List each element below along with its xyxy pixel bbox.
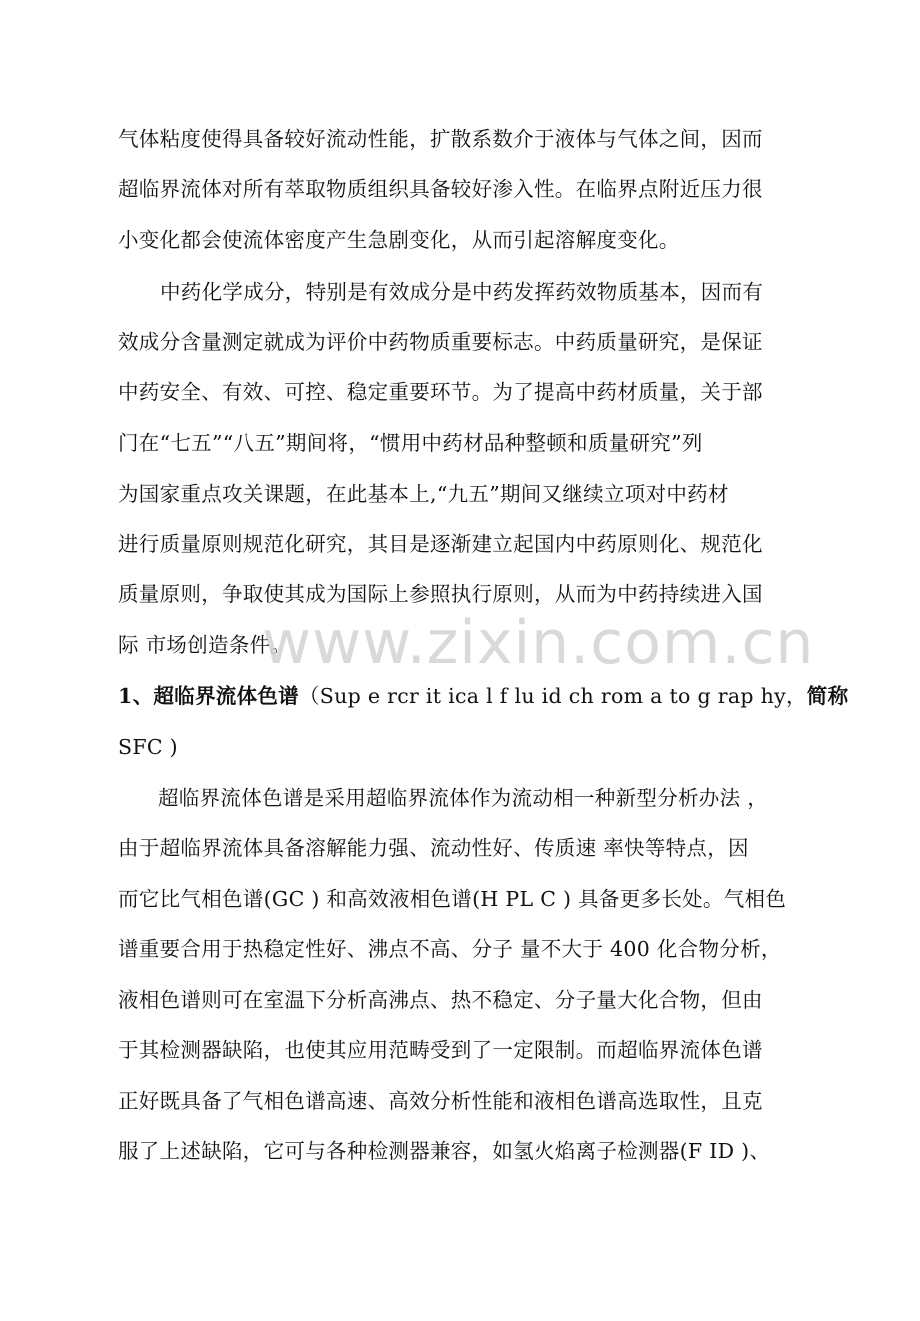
heading-abbr-label: 简称 bbox=[806, 684, 849, 708]
watermark: www.zixin.com.cn bbox=[262, 608, 815, 678]
heading-title-en: （Sup e rcr it ica l f lu id ch rom a to g rap hy， bbox=[298, 684, 807, 708]
section-heading bbox=[118, 683, 848, 709]
paragraph-1-line-3: 小变化都会使流体密度产生急剧变化，从而引起溶解度变化。 bbox=[118, 228, 680, 252]
heading-title-cn: 超临界流体色谱 bbox=[153, 684, 299, 708]
paragraph-2-line-5: 为国家重点攻关课题，在此基本上,“九五”期间又继续立项对中药材 bbox=[118, 482, 729, 506]
paragraph-3-line-5: 液相色谱则可在室温下分析高沸点、热不稳定、分子量大化合物，但由 bbox=[118, 988, 763, 1012]
paragraph-2-line-4: 门在“七五”“八五”期间将，“惯用中药材品种整顿和质量研究”列 bbox=[118, 431, 703, 455]
paragraph-3-line-4: 谱重要合用于热稳定性好、沸点不高、分子 量不大于 400 化合物分析， bbox=[118, 937, 782, 961]
paragraph-1-line-2: 超临界流体对所有萃取物质组织具备较好渗入性。在临界点附近压力很 bbox=[118, 177, 763, 201]
paragraph-3-line-3: 而它比气相色谱(GC ) 和高效液相色谱(H PL C ) 具备更多长处。气相色 bbox=[118, 887, 787, 911]
paragraph-2-line-8: 际 市场创造条件。 bbox=[118, 633, 292, 657]
heading-abbr-line: SFC ) bbox=[118, 735, 178, 759]
paragraph-3-line-1: 超临界流体色谱是采用超临界流体作为流动相一种新型分析办法 ， bbox=[158, 786, 769, 810]
paragraph-2-line-1: 中药化学成分，特别是有效成分是中药发挥药效物质基本，因而有 bbox=[160, 280, 764, 304]
paragraph-2-line-2: 效成分含量测定就成为评价中药物质重要标志。中药质量研究，是保证 bbox=[118, 330, 763, 354]
heading-number: 1、 bbox=[118, 684, 154, 708]
paragraph-3-line-2: 由于超临界流体具备溶解能力强、流动性好、传质速 率快等特点，因 bbox=[118, 836, 749, 860]
paragraph-1-line-1: 气体粘度使得具备较好流动性能，扩散系数介于液体与气体之间，因而 bbox=[118, 127, 763, 151]
paragraph-3-line-8: 服了上述缺陷，它可与各种检测器兼容，如氢火焰离子检测器(F ID )、 bbox=[118, 1139, 771, 1163]
paragraph-2-line-7: 质量原则，争取使其成为国际上参照执行原则，从而为中药持续进入国 bbox=[118, 582, 763, 606]
paragraph-3-line-6: 于其检测器缺陷，也使其应用范畴受到了一定限制。而超临界流体色谱 bbox=[118, 1038, 763, 1062]
paragraph-3-line-7: 正好既具备了气相色谱高速、高效分析性能和液相色谱高选取性，且克 bbox=[118, 1089, 763, 1113]
paragraph-2-line-3: 中药安全、有效、可控、稳定重要环节。为了提高中药材质量，关于部 bbox=[118, 380, 763, 404]
paragraph-2-line-6: 进行质量原则规范化研究，其目是逐渐建立起国内中药原则化、规范化 bbox=[118, 532, 763, 556]
